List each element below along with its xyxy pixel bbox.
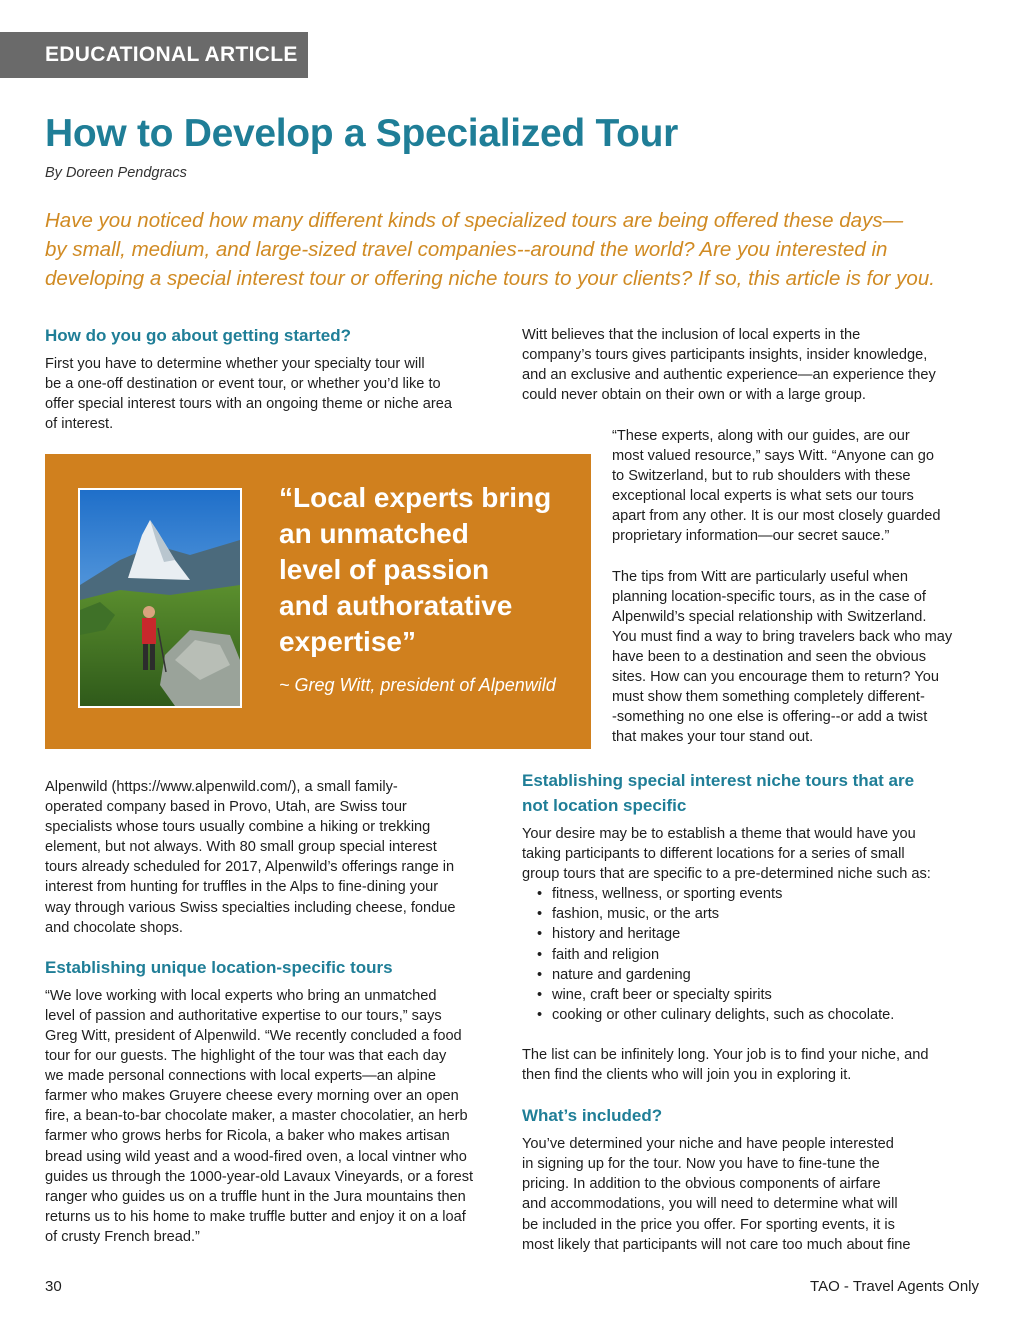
publication-name: TAO - Travel Agents Only (810, 1278, 979, 1295)
list-item: • fitness, wellness, or sporting events (522, 884, 992, 904)
paragraph-witt-believes: Witt believes that the inclusion of local experts in the company’s tours gives participants insights, insider knowledge, and an exclusive and authentic experience—an experience they could never obtain on their own or with a large group. (522, 327, 936, 404)
heading-niche-tours: Establishing special interest niche tours that are not location specific (522, 771, 915, 815)
pull-quote-box (45, 454, 591, 749)
heading-location-specific: Establishing unique location-specific tours (45, 957, 393, 977)
right-column-top (522, 325, 992, 405)
paragraph-local-experts: “We love working with local experts who bring an unmatched level of passion and authoritative expertise to our tours,” says Greg Witt, president of Alpenwild. “We recently concluded a food tour for our guests. The highlight of the tour was that each day we made personal connections with local experts—an alpine farmer who makes Gruyere cheese every morning over an open fire, a bean-to-bar chocolate maker, a master chocolatier, an herb farmer who grows herbs for Ricola, a baker who makes artisan bread using wild yeast and a wood-fired oven, a local vintner who guides us through the 1000-year-old Lavaux Vineyards, or a forest ranger who guides us on a truffle hunt in the Jura mountains then returns us to his home to make truffle butter and enjoy it on a loaf of crusty French bread.” (45, 987, 474, 1245)
paragraph-getting-started: First you have to determine whether your specialty tour will be a one-off destination or event tour, or whether you’d like to offer special interest tours with an ongoing theme or niche area of interest. (45, 356, 452, 433)
intro-paragraph: Have you noticed how many different kinds of specialized tours are being offered these days— by small, medium, and large-sized travel companies--around the world? Are you interested in developing a special interest tour or offering niche tours to your clients? If so, this article is for you. (45, 209, 935, 290)
page-title: How to Develop a Specialized Tour (45, 112, 678, 155)
heading-getting-started: How do you go about getting started? (45, 326, 351, 345)
list-item: • cooking or other culinary delights, such as chocolate. (522, 1005, 992, 1025)
list-item: • fashion, music, or the arts (522, 904, 992, 924)
right-column-beside-quote (612, 426, 987, 747)
page-number: 30 (45, 1278, 62, 1295)
left-column-bottom (45, 777, 515, 1247)
paragraph-pricing: You’ve determined your niche and have people interested in signing up for the tour. Now you have to fine-tune the pricing. In addition to the obvious components of airfare and accommodations, you will need to determine what will be included in the price you offer. For sporting events, it is most likely that participants will not care too much about fine (522, 1136, 911, 1253)
niche-list (522, 884, 992, 1025)
section-tab: EDUCATIONAL ARTICLE (0, 32, 308, 78)
byline: By Doreen Pendgracs (45, 165, 187, 181)
photo-illustration (80, 490, 240, 706)
pull-quote-text: “Local experts bring an unmatched level of passion and authoratative expertise” (279, 482, 552, 657)
paragraph-infinite-list: The list can be infinitely long. Your job is to find your niche, and then find the clients who will join you in exploring it. (522, 1046, 929, 1084)
heading-whats-included: What’s included? (522, 1106, 663, 1126)
right-column-bottom (522, 768, 992, 1255)
list-item: • faith and religion (522, 945, 992, 965)
left-column-top (45, 323, 515, 434)
paragraph-experts-resource: “These experts, along with our guides, are our most valued resource,” says Witt. “Anyone can go to Switzerland, but to rub shoulders with these exceptional local experts is what sets our tours apart from any other. It is our most closely guarded proprietary information—our secret sauce.” (612, 428, 941, 545)
list-item: • history and heritage (522, 924, 992, 944)
paragraph-niche-theme: Your desire may be to establish a theme that would have you taking participants to different locations for a series of small group tours that are specific to a pre-determined niche such as: (522, 826, 931, 883)
paragraph-alpenwild: Alpenwild (https://www.alpenwild.com/), a small family- operated company based in Provo, Utah, are Swiss tour specialists whose tours usually combine a hiking or trekking element, but not always. With 80 small group special interest tours already scheduled for 2017, Alpenwild’s offerings range in interest from hunting for truffles in the Alps to fine-dining your way through various Swiss specialties including cheese, fondue and chocolate shops. (45, 779, 456, 936)
list-item: • nature and gardening (522, 965, 992, 985)
pull-quote-attribution: ~ Greg Witt, president of Alpenwild (279, 675, 556, 695)
list-item: • wine, craft beer or specialty spirits (522, 985, 992, 1005)
paragraph-witt-tips: The tips from Witt are particularly useful when planning location-specific tours, as in the case of Alpenwild’s special relationship with Switzerland. You must find a way to bring travelers back who may have been to a destination and seen the obvious sites. How can you encourage them to return? You must show them something completely different- -something no one else is offering--or add a twist that makes your tour stand out. (612, 568, 953, 746)
matterhorn-hiker-photo (78, 488, 242, 708)
